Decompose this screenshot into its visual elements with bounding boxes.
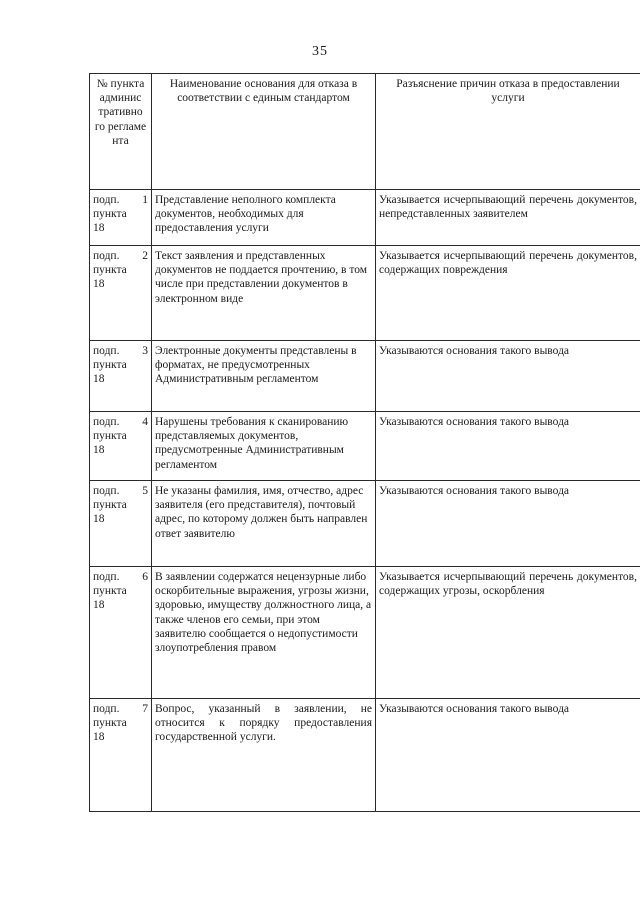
clause-number-cell	[90, 341, 152, 412]
clause-number: 18	[93, 513, 105, 526]
clause-prefix: подп.	[93, 571, 120, 583]
subclause-number: 7	[142, 703, 148, 715]
refusal-explanation-cell: Указываются основания такого вывода	[376, 341, 640, 412]
header-refusal-explanation: Разъяснение причин отказа в предоставлении услуги	[376, 74, 640, 190]
clause-number-cell	[90, 412, 152, 481]
table-header-row	[90, 74, 640, 190]
refusal-explanation-cell: Указывается исчерпывающий перечень документов, содержащих повреждения	[376, 246, 640, 341]
clause-label: пункта	[93, 585, 127, 598]
subclause-number: 3	[142, 345, 148, 357]
refusal-basis-cell: Вопрос, указанный в заявлении, не относится к порядку предоставления государственной услуги.	[152, 699, 376, 812]
subclause-number: 5	[142, 485, 148, 497]
clause-prefix: подп.	[93, 345, 120, 357]
refusal-basis-cell: Нарушены требования к сканированию представляемых документов, предусмотренные Административным регламентом	[152, 412, 376, 481]
refusal-basis-cell: Представление неполного комплекта документов, необходимых для предоставления услуги	[152, 190, 376, 246]
table-row	[90, 567, 640, 699]
clause-number-cell	[90, 567, 152, 699]
clause-number-cell	[90, 246, 152, 341]
refusal-explanation-cell: Указываются основания такого вывода	[376, 412, 640, 481]
header-clause-number: № пункта админис тративно го регламе нта	[90, 74, 152, 190]
table-row	[90, 341, 640, 412]
clause-label: пункта	[93, 264, 127, 277]
subclause-number: 1	[142, 194, 148, 206]
clause-prefix: подп.	[93, 194, 120, 206]
refusal-explanation-cell: Указываются основания такого вывода	[376, 699, 640, 812]
clause-number-cell	[90, 481, 152, 567]
clause-number: 18	[93, 444, 105, 457]
table-row	[90, 699, 640, 812]
clause-number: 18	[93, 731, 105, 744]
refusal-basis-cell: В заявлении содержатся нецензурные либо оскорбительные выражения, угрозы жизни, здоровью, имуществу должностного лица, а также членов его семьи, при этом заявителю сообщается о недопустимости злоупотребления правом	[152, 567, 376, 699]
table-row	[90, 246, 640, 341]
clause-number: 18	[93, 222, 105, 235]
clause-label: пункта	[93, 430, 127, 443]
refusal-basis-cell: Текст заявления и представленных документов не поддается прочтению, в том числе при представлении документов в электронном виде	[152, 246, 376, 341]
subclause-number: 4	[142, 416, 148, 428]
header-refusal-basis: Наименование основания для отказа в соответствии с единым стандартом	[152, 74, 376, 190]
clause-number: 18	[93, 278, 105, 291]
subclause-number: 2	[142, 250, 148, 262]
table-row	[90, 412, 640, 481]
clause-prefix: подп.	[93, 250, 120, 262]
clause-number-cell	[90, 699, 152, 812]
clause-label: пункта	[93, 359, 127, 372]
refusal-basis-cell: Электронные документы представлены в форматах, не предусмотренных Административным регламентом	[152, 341, 376, 412]
clause-label: пункта	[93, 499, 127, 512]
refusal-explanation-cell: Указываются основания такого вывода	[376, 481, 640, 567]
clause-number-cell	[90, 190, 152, 246]
clause-label: пункта	[93, 717, 127, 730]
refusal-basis-cell: Не указаны фамилия, имя, отчество, адрес заявителя (его представителя), почтовый адрес, по которому должен быть направлен ответ заявителю	[152, 481, 376, 567]
table-row	[90, 481, 640, 567]
refusal-explanation-cell: Указывается исчерпывающий перечень документов, содержащих угрозы, оскорбления	[376, 567, 640, 699]
clause-number: 18	[93, 373, 105, 386]
page-number: 35	[312, 44, 328, 59]
refusal-explanation-cell: Указывается исчерпывающий перечень документов, непредставленных заявителем	[376, 190, 640, 246]
clause-prefix: подп.	[93, 416, 120, 428]
table-row	[90, 190, 640, 246]
refusal-reasons-table	[89, 73, 640, 812]
clause-number: 18	[93, 599, 105, 612]
clause-prefix: подп.	[93, 703, 120, 715]
clause-label: пункта	[93, 208, 127, 221]
clause-prefix: подп.	[93, 485, 120, 497]
subclause-number: 6	[142, 571, 148, 583]
